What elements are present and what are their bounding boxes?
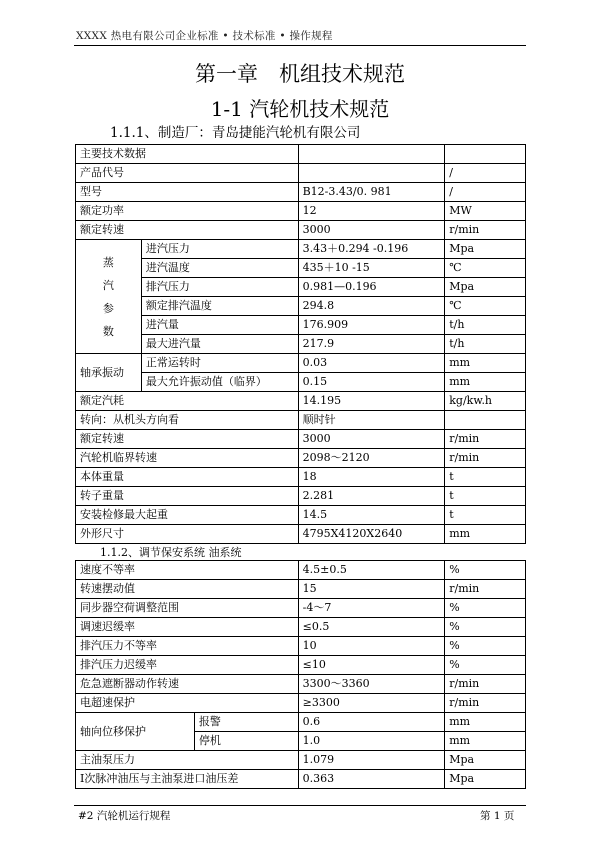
param-value: 2098～2120 — [298, 449, 445, 468]
vibration-label: 轴承振动 — [76, 354, 142, 392]
table-row — [76, 430, 526, 449]
param-value: 1.0 — [298, 732, 445, 751]
param-value: 176.909 — [298, 316, 445, 335]
param-value: 0.6 — [298, 713, 445, 732]
param-unit: % — [445, 561, 526, 580]
table-row — [76, 278, 526, 297]
param-value: 4795X4120X2640 — [298, 525, 445, 544]
param-value: 18 — [298, 468, 445, 487]
param-unit: / — [445, 164, 526, 183]
param-unit: mm — [445, 732, 526, 751]
param-name: 额定功率 — [76, 202, 299, 221]
param-value: 3.43＋0.294 -0.196 — [298, 240, 445, 259]
table-row — [76, 354, 526, 373]
param-value: ≤0.5 — [298, 618, 445, 637]
param-unit: r/min — [445, 580, 526, 599]
param-name: 正常运转时 — [141, 354, 298, 373]
empty-cell — [445, 145, 526, 164]
param-name: 外形尺寸 — [76, 525, 299, 544]
table-row — [76, 713, 526, 732]
param-value: 0.03 — [298, 354, 445, 373]
param-name: 进汽温度 — [141, 259, 298, 278]
param-unit: % — [445, 656, 526, 675]
empty-cell — [298, 145, 445, 164]
param-unit: Mpa — [445, 278, 526, 297]
table-row — [76, 164, 526, 183]
steam-label-char: 数 — [102, 324, 114, 338]
param-value: 217.9 — [298, 335, 445, 354]
param-name: 额定转速 — [76, 430, 299, 449]
table-row — [76, 240, 526, 259]
table-row — [76, 675, 526, 694]
steam-label-char: 参 — [102, 301, 114, 315]
param-unit: t — [445, 487, 526, 506]
param-name: 本体重量 — [76, 468, 299, 487]
steam-params-label — [76, 240, 142, 354]
header-rule — [74, 45, 526, 46]
param-value: 10 — [298, 637, 445, 656]
section-title: 1-1 汽轮机技术规范 — [210, 97, 390, 121]
param-value: 2.281 — [298, 487, 445, 506]
param-value: ≥3300 — [298, 694, 445, 713]
param-unit: ℃ — [445, 259, 526, 278]
param-unit — [445, 411, 526, 430]
table-row — [76, 525, 526, 544]
param-value: 15 — [298, 580, 445, 599]
table-row — [76, 468, 526, 487]
table-row — [76, 618, 526, 637]
table-row — [76, 449, 526, 468]
table-row — [76, 751, 526, 770]
param-name: 进汽量 — [141, 316, 298, 335]
param-name: 最大进汽量 — [141, 335, 298, 354]
steam-label-char: 蒸 — [102, 255, 114, 269]
param-unit: % — [445, 618, 526, 637]
param-name: 调速迟缓率 — [76, 618, 299, 637]
table-row — [76, 506, 526, 525]
param-unit: t/h — [445, 335, 526, 354]
param-value: 顺时针 — [298, 411, 445, 430]
table-row — [76, 202, 526, 221]
param-name: 停机 — [194, 732, 298, 751]
param-value: 0.981—0.196 — [298, 278, 445, 297]
param-unit: t — [445, 506, 526, 525]
param-unit: % — [445, 637, 526, 656]
param-value: 14.195 — [298, 392, 445, 411]
param-name: 主油泵压力 — [76, 751, 299, 770]
param-value: 3300～3360 — [298, 675, 445, 694]
param-name: 转向：从机头方向看 — [76, 411, 299, 430]
table-row — [76, 580, 526, 599]
param-unit: % — [445, 599, 526, 618]
param-unit: Mpa — [445, 240, 526, 259]
param-unit: Mpa — [445, 751, 526, 770]
subsection2-title: 1.1.2、调节保安系统 油系统 — [100, 546, 242, 559]
table-row — [76, 694, 526, 713]
param-name: 危急遮断器动作转速 — [76, 675, 299, 694]
param-value: B12-3.43/0. 981 — [298, 183, 445, 202]
param-unit: / — [445, 183, 526, 202]
subsection-title: 1.1.1、制造厂：青岛捷能汽轮机有限公司 — [110, 125, 361, 141]
param-name: 同步器空荷调整范围 — [76, 599, 299, 618]
param-name: 转速摆动值 — [76, 580, 299, 599]
param-name: Ⅰ次脉冲油压与主油泵进口油压差 — [76, 770, 299, 789]
param-name: 进汽压力 — [141, 240, 298, 259]
param-name: 报警 — [194, 713, 298, 732]
param-value: ≤10 — [298, 656, 445, 675]
param-unit: ℃ — [445, 297, 526, 316]
param-name: 排汽压力迟缓率 — [76, 656, 299, 675]
table-row — [76, 656, 526, 675]
param-value: 14.5 — [298, 506, 445, 525]
param-unit: t — [445, 468, 526, 487]
param-name: 排汽压力 — [141, 278, 298, 297]
param-name: 汽轮机临界转速 — [76, 449, 299, 468]
steam-label-char: 汽 — [102, 278, 114, 292]
param-unit: kg/kw.h — [445, 392, 526, 411]
param-unit: mm — [445, 525, 526, 544]
footer-rule — [74, 805, 526, 806]
table-row — [76, 316, 526, 335]
param-unit: mm — [445, 373, 526, 392]
param-value: 0.363 — [298, 770, 445, 789]
param-value: 0.15 — [298, 373, 445, 392]
param-name: 电超速保护 — [76, 694, 299, 713]
param-unit: mm — [445, 354, 526, 373]
param-name: 最大允许振动值（临界） — [141, 373, 298, 392]
param-value: 3000 — [298, 430, 445, 449]
page-number: 第 1 页 — [480, 810, 515, 822]
param-value: 3000 — [298, 221, 445, 240]
table-row — [76, 373, 526, 392]
table-row — [76, 487, 526, 506]
param-name: 额定汽耗 — [76, 392, 299, 411]
param-unit: r/min — [445, 675, 526, 694]
param-name: 速度不等率 — [76, 561, 299, 580]
table-row — [76, 392, 526, 411]
table-row — [76, 221, 526, 240]
table-row — [76, 637, 526, 656]
param-name: 额定转速 — [76, 221, 299, 240]
param-value: 294.8 — [298, 297, 445, 316]
table-row — [76, 770, 526, 789]
param-name: 型号 — [76, 183, 299, 202]
turbine-spec-table — [75, 144, 526, 544]
footer-title: #2 汽轮机运行规程 — [78, 810, 171, 822]
table-row — [76, 183, 526, 202]
param-unit: Mpa — [445, 770, 526, 789]
param-value: 4.5±0.5 — [298, 561, 445, 580]
param-name: 转子重量 — [76, 487, 299, 506]
table-row — [76, 335, 526, 354]
table-row — [76, 561, 526, 580]
param-unit: r/min — [445, 449, 526, 468]
param-value: -4～7 — [298, 599, 445, 618]
param-value: 12 — [298, 202, 445, 221]
chapter-title: 第一章 机组技术规范 — [195, 62, 405, 86]
param-unit: r/min — [445, 694, 526, 713]
param-value — [298, 164, 445, 183]
table-row — [76, 297, 526, 316]
table-row — [76, 599, 526, 618]
param-name: 额定排汽温度 — [141, 297, 298, 316]
param-value: 435＋10 -15 — [298, 259, 445, 278]
param-name: 安装检修最大起重 — [76, 506, 299, 525]
table-header-row — [76, 145, 526, 164]
param-unit: t/h — [445, 316, 526, 335]
governor-oil-table — [75, 560, 526, 789]
axial-displacement-label: 轴向位移保护 — [76, 713, 195, 751]
document-header: XXXX 热电有限公司企业标准 • 技术标准 • 操作规程 — [76, 30, 333, 42]
table-header: 主要技术数据 — [76, 145, 299, 164]
param-unit: r/min — [445, 221, 526, 240]
param-unit: mm — [445, 713, 526, 732]
table-row — [76, 411, 526, 430]
table-row — [76, 259, 526, 278]
param-unit: MW — [445, 202, 526, 221]
param-value: 1.079 — [298, 751, 445, 770]
param-unit: r/min — [445, 430, 526, 449]
param-name: 排汽压力不等率 — [76, 637, 299, 656]
param-name: 产品代号 — [76, 164, 299, 183]
